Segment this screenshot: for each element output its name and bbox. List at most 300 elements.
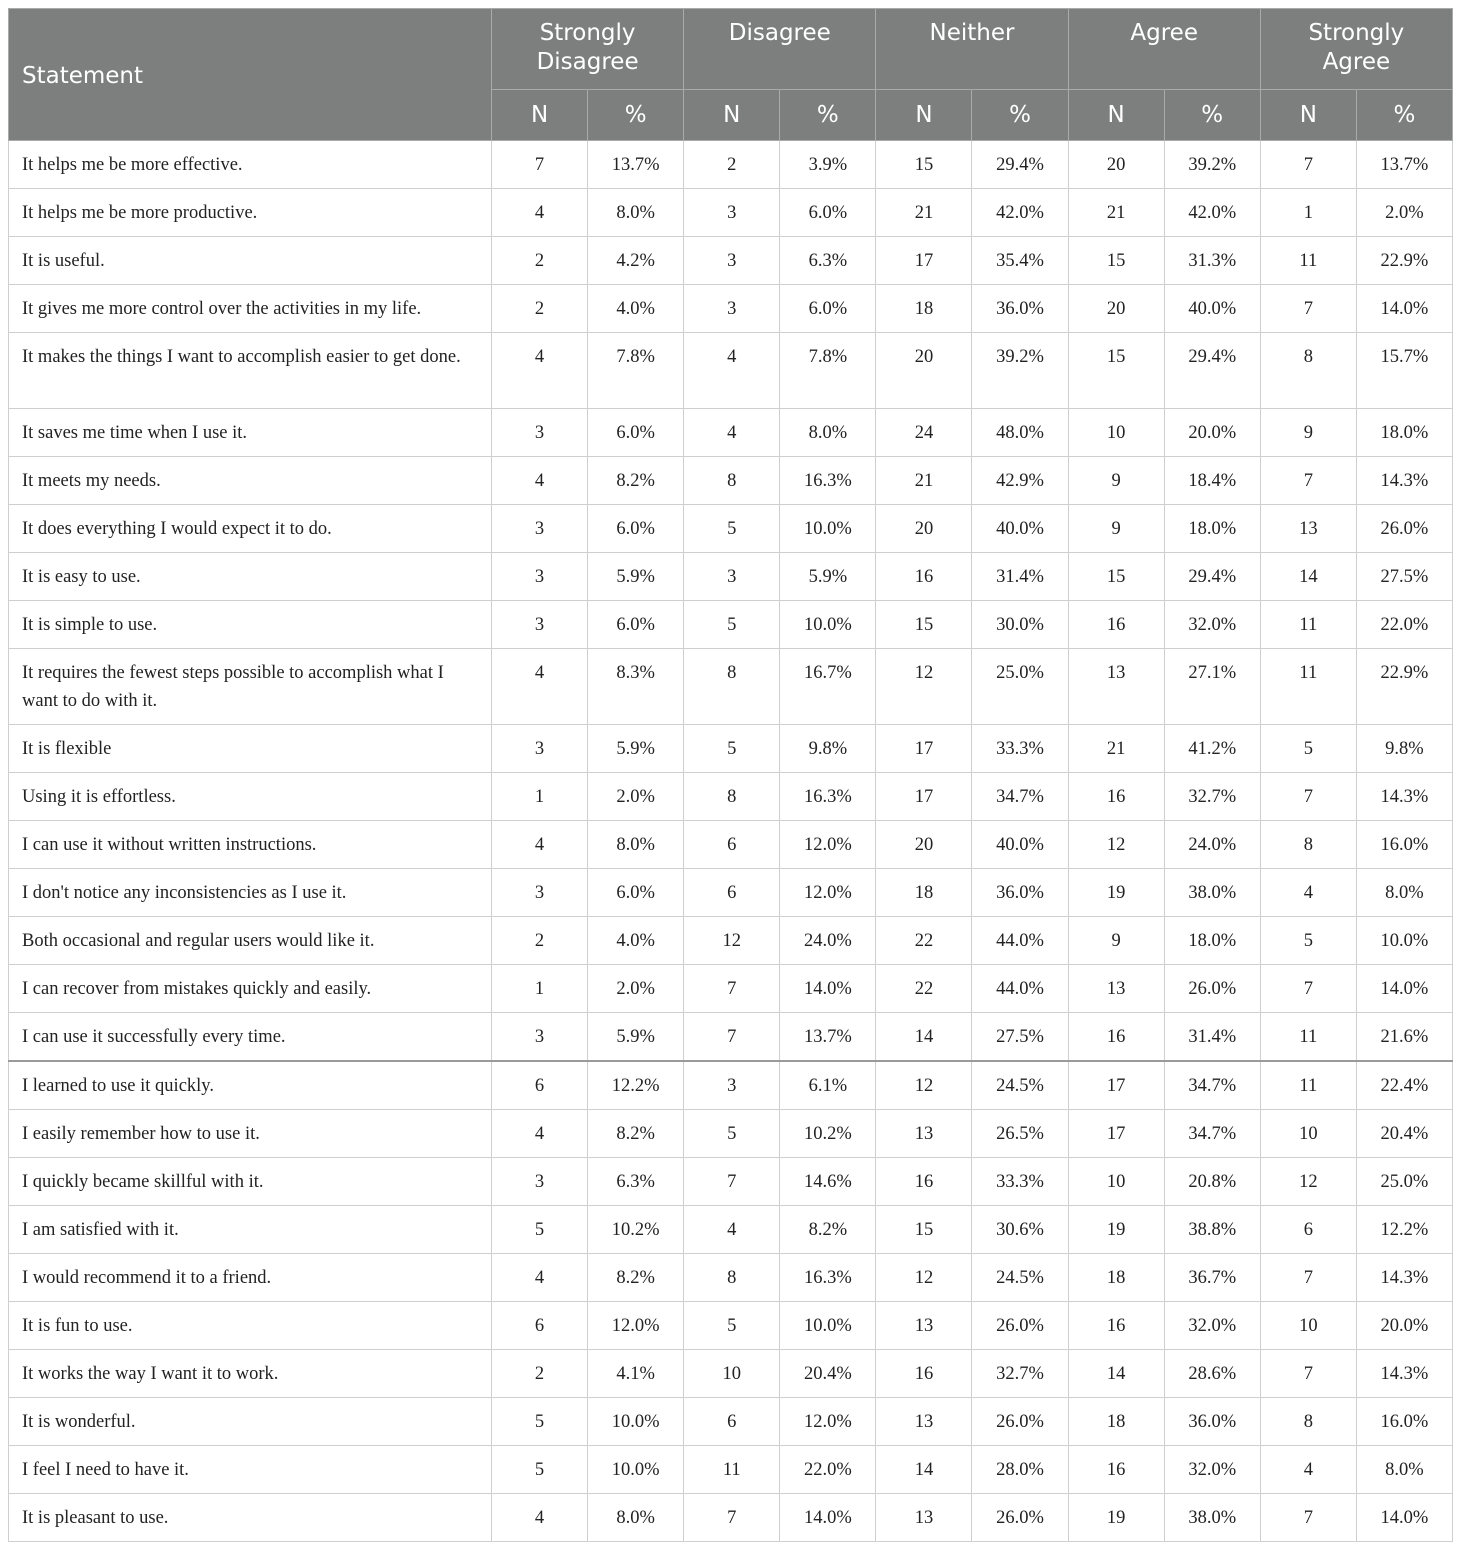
count-cell: 4 [684, 1206, 780, 1254]
percent-cell: 10.0% [1356, 917, 1452, 965]
statement-cell: Using it is effortless. [9, 773, 492, 821]
table-row [9, 1494, 1453, 1542]
statement-cell: It works the way I want it to work. [9, 1350, 492, 1398]
percent-cell: 32.0% [1164, 1302, 1260, 1350]
percent-cell: 29.4% [1164, 333, 1260, 409]
percent-cell: 4.0% [588, 285, 684, 333]
count-cell: 8 [1260, 1398, 1356, 1446]
percent-cell: 6.1% [780, 1061, 876, 1110]
statement-cell: It is pleasant to use. [9, 1494, 492, 1542]
sub-header-n: N [1068, 90, 1164, 141]
statement-cell: It helps me be more effective. [9, 141, 492, 189]
count-cell: 3 [492, 1013, 588, 1062]
count-cell: 16 [1068, 1446, 1164, 1494]
percent-cell: 27.5% [972, 1013, 1068, 1062]
count-cell: 7 [1260, 141, 1356, 189]
table-row [9, 1350, 1453, 1398]
count-cell: 19 [1068, 869, 1164, 917]
percent-cell: 9.8% [780, 725, 876, 773]
count-cell: 12 [1068, 821, 1164, 869]
percent-cell: 21.6% [1356, 1013, 1452, 1062]
percent-cell: 44.0% [972, 917, 1068, 965]
percent-cell: 39.2% [1164, 141, 1260, 189]
count-cell: 19 [1068, 1494, 1164, 1542]
percent-cell: 29.4% [1164, 553, 1260, 601]
count-cell: 13 [876, 1494, 972, 1542]
percent-cell: 14.3% [1356, 1350, 1452, 1398]
count-cell: 8 [684, 1254, 780, 1302]
count-cell: 3 [492, 869, 588, 917]
percent-cell: 8.0% [588, 1494, 684, 1542]
percent-cell: 18.0% [1164, 505, 1260, 553]
count-cell: 6 [1260, 1206, 1356, 1254]
count-cell: 12 [1260, 1158, 1356, 1206]
count-cell: 7 [684, 1158, 780, 1206]
statement-cell: I don't notice any inconsistencies as I use it. [9, 869, 492, 917]
table-row [9, 869, 1453, 917]
count-cell: 4 [492, 189, 588, 237]
percent-cell: 38.0% [1164, 869, 1260, 917]
percent-cell: 2.0% [588, 965, 684, 1013]
count-cell: 3 [684, 285, 780, 333]
table-row [9, 649, 1453, 725]
percent-cell: 24.0% [780, 917, 876, 965]
statement-cell: It is useful. [9, 237, 492, 285]
statement-cell: It helps me be more productive. [9, 189, 492, 237]
count-cell: 15 [876, 141, 972, 189]
count-cell: 4 [492, 1494, 588, 1542]
statement-cell: It gives me more control over the activities in my life. [9, 285, 492, 333]
percent-cell: 14.3% [1356, 773, 1452, 821]
count-cell: 7 [1260, 1350, 1356, 1398]
count-cell: 24 [876, 409, 972, 457]
count-cell: 8 [684, 457, 780, 505]
count-cell: 3 [492, 505, 588, 553]
count-cell: 21 [1068, 725, 1164, 773]
percent-cell: 10.0% [588, 1446, 684, 1494]
count-cell: 21 [876, 189, 972, 237]
count-cell: 10 [684, 1350, 780, 1398]
count-cell: 20 [876, 821, 972, 869]
header-row-groups [9, 9, 1453, 90]
table-row [9, 725, 1453, 773]
percent-cell: 5.9% [780, 553, 876, 601]
count-cell: 22 [876, 917, 972, 965]
statement-cell: I can recover from mistakes quickly and easily. [9, 965, 492, 1013]
count-cell: 21 [1068, 189, 1164, 237]
count-cell: 20 [876, 505, 972, 553]
table-row [9, 1158, 1453, 1206]
percent-cell: 5.9% [588, 553, 684, 601]
percent-cell: 20.0% [1356, 1302, 1452, 1350]
percent-cell: 9.8% [1356, 725, 1452, 773]
percent-cell: 28.0% [972, 1446, 1068, 1494]
percent-cell: 36.0% [972, 285, 1068, 333]
percent-cell: 8.0% [1356, 869, 1452, 917]
percent-cell: 2.0% [588, 773, 684, 821]
count-cell: 4 [1260, 869, 1356, 917]
count-cell: 5 [1260, 917, 1356, 965]
percent-cell: 36.7% [1164, 1254, 1260, 1302]
percent-cell: 20.8% [1164, 1158, 1260, 1206]
count-cell: 11 [684, 1446, 780, 1494]
count-cell: 14 [1068, 1350, 1164, 1398]
percent-cell: 6.0% [588, 601, 684, 649]
percent-cell: 14.0% [780, 1494, 876, 1542]
table-row [9, 553, 1453, 601]
count-cell: 5 [684, 1110, 780, 1158]
count-cell: 22 [876, 965, 972, 1013]
percent-cell: 4.1% [588, 1350, 684, 1398]
count-cell: 7 [1260, 457, 1356, 505]
percent-cell: 8.2% [780, 1206, 876, 1254]
sub-header-n: N [492, 90, 588, 141]
percent-cell: 12.0% [588, 1302, 684, 1350]
table-row [9, 237, 1453, 285]
statement-cell: It does everything I would expect it to do. [9, 505, 492, 553]
statement-cell: It is simple to use. [9, 601, 492, 649]
count-cell: 6 [684, 1398, 780, 1446]
count-cell: 3 [684, 189, 780, 237]
statement-cell: I learned to use it quickly. [9, 1061, 492, 1110]
table-row [9, 821, 1453, 869]
count-cell: 12 [876, 649, 972, 725]
statement-cell: I quickly became skillful with it. [9, 1158, 492, 1206]
percent-cell: 22.0% [1356, 601, 1452, 649]
table-row [9, 1254, 1453, 1302]
count-cell: 4 [684, 333, 780, 409]
percent-cell: 6.3% [588, 1158, 684, 1206]
count-cell: 5 [492, 1206, 588, 1254]
percent-cell: 31.4% [972, 553, 1068, 601]
count-cell: 14 [876, 1446, 972, 1494]
group-header-strongly-agree: Strongly Agree [1260, 9, 1452, 90]
percent-cell: 27.1% [1164, 649, 1260, 725]
statement-cell: I easily remember how to use it. [9, 1110, 492, 1158]
count-cell: 5 [684, 725, 780, 773]
percent-cell: 29.4% [972, 141, 1068, 189]
count-cell: 5 [1260, 725, 1356, 773]
percent-cell: 8.0% [588, 189, 684, 237]
percent-cell: 12.2% [588, 1061, 684, 1110]
percent-cell: 22.0% [780, 1446, 876, 1494]
percent-cell: 5.9% [588, 725, 684, 773]
table-row [9, 1398, 1453, 1446]
count-cell: 16 [1068, 773, 1164, 821]
percent-cell: 16.0% [1356, 1398, 1452, 1446]
count-cell: 20 [876, 333, 972, 409]
percent-cell: 40.0% [972, 821, 1068, 869]
percent-cell: 4.0% [588, 917, 684, 965]
percent-cell: 3.9% [780, 141, 876, 189]
count-cell: 13 [876, 1302, 972, 1350]
count-cell: 5 [684, 1302, 780, 1350]
count-cell: 18 [1068, 1398, 1164, 1446]
percent-cell: 7.8% [588, 333, 684, 409]
percent-cell: 14.3% [1356, 457, 1452, 505]
percent-cell: 16.3% [780, 773, 876, 821]
percent-cell: 7.8% [780, 333, 876, 409]
count-cell: 8 [684, 773, 780, 821]
table-row [9, 773, 1453, 821]
percent-cell: 22.9% [1356, 237, 1452, 285]
count-cell: 18 [1068, 1254, 1164, 1302]
table-row [9, 601, 1453, 649]
percent-cell: 6.0% [588, 409, 684, 457]
count-cell: 7 [492, 141, 588, 189]
count-cell: 13 [876, 1110, 972, 1158]
percent-cell: 14.0% [1356, 1494, 1452, 1542]
percent-cell: 6.0% [780, 189, 876, 237]
count-cell: 7 [1260, 1254, 1356, 1302]
sub-header-pct: % [1164, 90, 1260, 141]
count-cell: 8 [1260, 333, 1356, 409]
statement-cell: It makes the things I want to accomplish easier to get done. [9, 333, 492, 409]
count-cell: 21 [876, 457, 972, 505]
count-cell: 1 [1260, 189, 1356, 237]
table-header [9, 9, 1453, 141]
count-cell: 4 [492, 1254, 588, 1302]
percent-cell: 10.2% [780, 1110, 876, 1158]
statement-header: Statement [9, 9, 492, 141]
group-header-strongly-disagree: Strongly Disagree [492, 9, 684, 90]
count-cell: 7 [684, 965, 780, 1013]
count-cell: 10 [1260, 1302, 1356, 1350]
percent-cell: 25.0% [972, 649, 1068, 725]
table-row [9, 1446, 1453, 1494]
percent-cell: 22.9% [1356, 649, 1452, 725]
count-cell: 13 [1260, 505, 1356, 553]
percent-cell: 2.0% [1356, 189, 1452, 237]
percent-cell: 16.0% [1356, 821, 1452, 869]
percent-cell: 12.0% [780, 821, 876, 869]
table-row [9, 1206, 1453, 1254]
count-cell: 15 [1068, 333, 1164, 409]
table-row [9, 141, 1453, 189]
count-cell: 1 [492, 965, 588, 1013]
count-cell: 3 [492, 601, 588, 649]
count-cell: 7 [1260, 285, 1356, 333]
percent-cell: 33.3% [972, 725, 1068, 773]
group-header-neither: Neither [876, 9, 1068, 90]
count-cell: 2 [492, 237, 588, 285]
count-cell: 17 [876, 725, 972, 773]
sub-header-pct: % [588, 90, 684, 141]
statement-cell: It meets my needs. [9, 457, 492, 505]
count-cell: 3 [684, 553, 780, 601]
statement-cell: I feel I need to have it. [9, 1446, 492, 1494]
count-cell: 16 [1068, 601, 1164, 649]
percent-cell: 25.0% [1356, 1158, 1452, 1206]
count-cell: 9 [1260, 409, 1356, 457]
count-cell: 4 [492, 649, 588, 725]
percent-cell: 26.0% [1356, 505, 1452, 553]
percent-cell: 44.0% [972, 965, 1068, 1013]
percent-cell: 48.0% [972, 409, 1068, 457]
percent-cell: 18.0% [1164, 917, 1260, 965]
count-cell: 4 [492, 457, 588, 505]
percent-cell: 32.7% [1164, 773, 1260, 821]
percent-cell: 8.2% [588, 1254, 684, 1302]
percent-cell: 8.3% [588, 649, 684, 725]
count-cell: 2 [684, 141, 780, 189]
percent-cell: 8.2% [588, 457, 684, 505]
count-cell: 10 [1068, 1158, 1164, 1206]
count-cell: 5 [684, 601, 780, 649]
count-cell: 16 [1068, 1013, 1164, 1062]
percent-cell: 35.4% [972, 237, 1068, 285]
percent-cell: 32.0% [1164, 601, 1260, 649]
percent-cell: 6.0% [588, 869, 684, 917]
percent-cell: 14.0% [1356, 285, 1452, 333]
percent-cell: 42.0% [1164, 189, 1260, 237]
percent-cell: 10.0% [780, 505, 876, 553]
table-row [9, 409, 1453, 457]
percent-cell: 12.0% [780, 869, 876, 917]
count-cell: 6 [492, 1061, 588, 1110]
count-cell: 20 [1068, 285, 1164, 333]
sub-header-pct: % [972, 90, 1068, 141]
percent-cell: 20.4% [1356, 1110, 1452, 1158]
percent-cell: 5.9% [588, 1013, 684, 1062]
percent-cell: 22.4% [1356, 1061, 1452, 1110]
count-cell: 10 [1260, 1110, 1356, 1158]
count-cell: 7 [1260, 1494, 1356, 1542]
table-body [9, 141, 1453, 1542]
count-cell: 20 [1068, 141, 1164, 189]
percent-cell: 12.0% [780, 1398, 876, 1446]
group-header-disagree: Disagree [684, 9, 876, 90]
percent-cell: 8.0% [780, 409, 876, 457]
percent-cell: 8.2% [588, 1110, 684, 1158]
table-row [9, 1110, 1453, 1158]
count-cell: 14 [1260, 553, 1356, 601]
percent-cell: 31.3% [1164, 237, 1260, 285]
percent-cell: 10.0% [780, 1302, 876, 1350]
percent-cell: 33.3% [972, 1158, 1068, 1206]
statement-cell: I would recommend it to a friend. [9, 1254, 492, 1302]
table-row [9, 505, 1453, 553]
table-row [9, 965, 1453, 1013]
count-cell: 2 [492, 285, 588, 333]
statement-cell: Both occasional and regular users would like it. [9, 917, 492, 965]
percent-cell: 30.0% [972, 601, 1068, 649]
percent-cell: 34.7% [972, 773, 1068, 821]
count-cell: 13 [1068, 649, 1164, 725]
table-row [9, 1013, 1453, 1062]
percent-cell: 26.0% [1164, 965, 1260, 1013]
count-cell: 17 [1068, 1061, 1164, 1110]
percent-cell: 40.0% [972, 505, 1068, 553]
percent-cell: 24.5% [972, 1061, 1068, 1110]
percent-cell: 14.3% [1356, 1254, 1452, 1302]
percent-cell: 36.0% [972, 869, 1068, 917]
count-cell: 9 [1068, 917, 1164, 965]
percent-cell: 26.0% [972, 1398, 1068, 1446]
count-cell: 17 [1068, 1110, 1164, 1158]
count-cell: 13 [1068, 965, 1164, 1013]
percent-cell: 12.2% [1356, 1206, 1452, 1254]
count-cell: 17 [876, 237, 972, 285]
percent-cell: 32.0% [1164, 1446, 1260, 1494]
percent-cell: 40.0% [1164, 285, 1260, 333]
percent-cell: 8.0% [588, 821, 684, 869]
table-row [9, 1061, 1453, 1110]
count-cell: 11 [1260, 1061, 1356, 1110]
statement-cell: It is easy to use. [9, 553, 492, 601]
count-cell: 7 [1260, 965, 1356, 1013]
count-cell: 19 [1068, 1206, 1164, 1254]
count-cell: 7 [1260, 773, 1356, 821]
percent-cell: 42.0% [972, 189, 1068, 237]
table-row [9, 917, 1453, 965]
percent-cell: 39.2% [972, 333, 1068, 409]
count-cell: 11 [1260, 649, 1356, 725]
statement-cell: It is wonderful. [9, 1398, 492, 1446]
percent-cell: 26.5% [972, 1110, 1068, 1158]
count-cell: 18 [876, 869, 972, 917]
count-cell: 12 [876, 1061, 972, 1110]
percent-cell: 18.0% [1356, 409, 1452, 457]
count-cell: 12 [876, 1254, 972, 1302]
percent-cell: 13.7% [1356, 141, 1452, 189]
count-cell: 5 [492, 1398, 588, 1446]
count-cell: 3 [492, 725, 588, 773]
percent-cell: 18.4% [1164, 457, 1260, 505]
table-row [9, 457, 1453, 505]
count-cell: 1 [492, 773, 588, 821]
count-cell: 3 [492, 553, 588, 601]
percent-cell: 38.8% [1164, 1206, 1260, 1254]
statement-cell: It requires the fewest steps possible to accomplish what I want to do with it. [9, 649, 492, 725]
table-row [9, 189, 1453, 237]
count-cell: 17 [876, 773, 972, 821]
count-cell: 2 [492, 1350, 588, 1398]
count-cell: 6 [684, 821, 780, 869]
statement-cell: I am satisfied with it. [9, 1206, 492, 1254]
count-cell: 3 [492, 1158, 588, 1206]
percent-cell: 36.0% [1164, 1398, 1260, 1446]
count-cell: 2 [492, 917, 588, 965]
count-cell: 12 [684, 917, 780, 965]
percent-cell: 16.3% [780, 457, 876, 505]
percent-cell: 16.3% [780, 1254, 876, 1302]
percent-cell: 26.0% [972, 1302, 1068, 1350]
percent-cell: 34.7% [1164, 1061, 1260, 1110]
count-cell: 11 [1260, 237, 1356, 285]
percent-cell: 32.7% [972, 1350, 1068, 1398]
percent-cell: 34.7% [1164, 1110, 1260, 1158]
percent-cell: 10.2% [588, 1206, 684, 1254]
percent-cell: 20.0% [1164, 409, 1260, 457]
count-cell: 15 [1068, 553, 1164, 601]
count-cell: 16 [1068, 1302, 1164, 1350]
count-cell: 8 [1260, 821, 1356, 869]
sub-header-pct: % [780, 90, 876, 141]
count-cell: 11 [1260, 1013, 1356, 1062]
percent-cell: 14.6% [780, 1158, 876, 1206]
count-cell: 10 [1068, 409, 1164, 457]
percent-cell: 27.5% [1356, 553, 1452, 601]
percent-cell: 14.0% [1356, 965, 1452, 1013]
count-cell: 7 [684, 1494, 780, 1542]
percent-cell: 6.0% [588, 505, 684, 553]
percent-cell: 24.0% [1164, 821, 1260, 869]
percent-cell: 31.4% [1164, 1013, 1260, 1062]
count-cell: 15 [1068, 237, 1164, 285]
table-row [9, 333, 1453, 409]
percent-cell: 38.0% [1164, 1494, 1260, 1542]
